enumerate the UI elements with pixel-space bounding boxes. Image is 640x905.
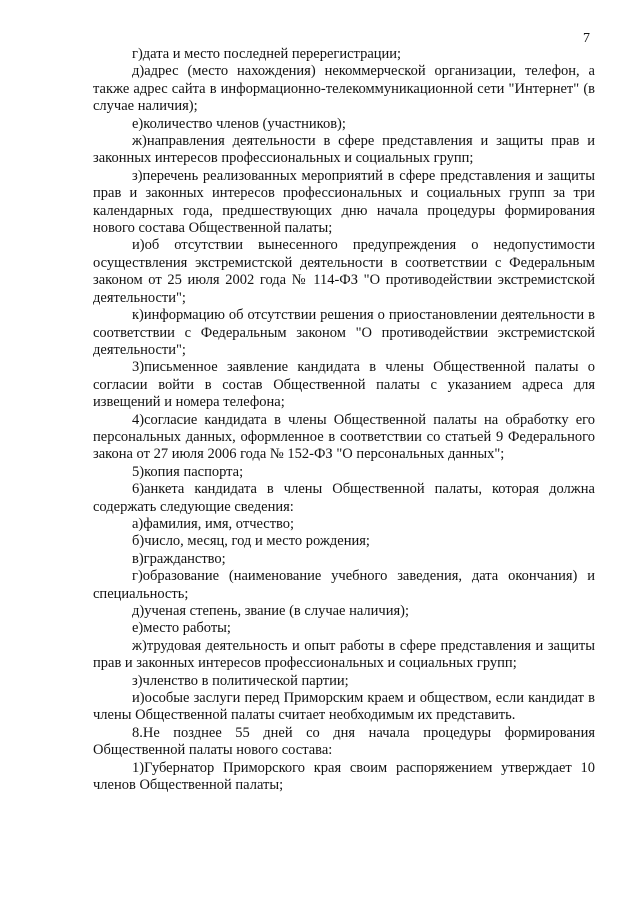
paragraph-10: 5)копия паспорта; — [132, 463, 244, 480]
paragraph-18: ж)трудовая деятельность и опыт работы в сфере представления и защиты прав и законных интересов профессиональных и социальных групп; — [93, 637, 595, 672]
paragraph-15: г)образование (наименование учебного заведения, дата окончания) и специальность; — [93, 568, 595, 602]
paragraph-11: 6)анкета кандидата в члены Общественной палаты, которая должна содержать следующие сведения: — [93, 481, 595, 515]
paragraph-20: и)особые заслуги перед Приморским краем и обществом, если кандидат в члены Общественной палаты считает необходимым их представить. — [93, 690, 595, 724]
paragraph-4: ж)направления деятельности в сфере представления и защиты прав и законных интересов профессиональных и социальных групп; — [93, 133, 595, 167]
paragraph-7: к)информацию об отсутствии решения о приостановлении деятельности в соответствии с Федеральным законом "О противодействии экстремистской деятельности"; — [93, 307, 595, 358]
paragraph-3: е)количество членов (участников); — [132, 115, 346, 132]
document-body — [93, 46, 595, 794]
paragraph-13: б)число, месяц, год и место рождения; — [132, 533, 370, 550]
paragraph-5: з)перечень реализованных мероприятий в сфере представления и защиты прав и законных интересов профессиональных и социальных групп за три календарных года, предшествующих дню начала процедуры формирования нового состава Общественной палаты; — [93, 167, 595, 237]
page-number: 7 — [583, 31, 590, 46]
paragraph-19: з)членство в политической партии; — [132, 672, 349, 689]
paragraph-17: е)место работы; — [132, 620, 231, 637]
paragraph-22: 1)Губернатор Приморского края своим распоряжением утверждает 10 членов Общественной палаты; — [93, 759, 595, 794]
paragraph-12: а)фамилия, имя, отчество; — [132, 515, 295, 532]
paragraph-8: 3)письменное заявление кандидата в члены Общественной палаты о согласии войти в состав Общественной палаты с указанием адреса для извещений и номера телефона; — [93, 359, 595, 411]
paragraph-9: 4)согласие кандидата в члены Общественной палаты на обработку его персональных данных, оформленное в соответствии со статьей 9 Федерального закона от 27 июля 2006 года № 152-ФЗ "О персональных данных"; — [93, 411, 595, 463]
paragraph-6: и)об отсутствии вынесенного предупреждения о недопустимости осуществления экстремистской деятельности в соответствии с Федеральным законом от 25 июля 2002 года № 114-ФЗ "О противодействии экстремистской деятельности"; — [93, 237, 595, 306]
paragraph-1: г)дата и место последней перерегистрации; — [132, 46, 402, 62]
paragraph-21: 8.Не позднее 55 дней со дня начала процедуры формирования Общественной палаты нового состава: — [93, 724, 595, 759]
paragraph-14: в)гражданство; — [132, 550, 226, 567]
paragraph-2: д)адрес (место нахождения) некоммерческой организации, телефон, а также адрес сайта в информационно-телекоммуникационной сети "Интернет" (в случае наличия); — [93, 63, 595, 115]
paragraph-16: д)ученая степень, звание (в случае наличия); — [132, 603, 410, 619]
